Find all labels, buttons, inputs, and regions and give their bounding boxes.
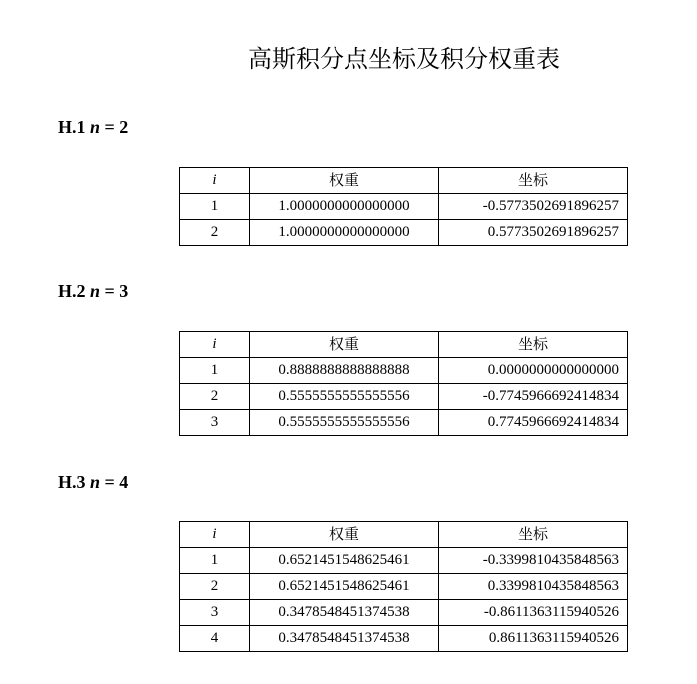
cell-index: 4: [180, 626, 250, 652]
header-coordinate: 坐标: [439, 168, 628, 194]
cell-coordinate: -0.8611363115940526: [439, 600, 628, 626]
table-row: [180, 600, 628, 626]
header-weight: 权重: [250, 332, 439, 358]
table-header-row: [180, 332, 628, 358]
table-row: [180, 358, 628, 384]
section-equals: = 2: [104, 117, 129, 137]
table-header-row: [180, 522, 628, 548]
table-row: [180, 384, 628, 410]
table-row: [180, 574, 628, 600]
cell-index: 1: [180, 194, 250, 220]
cell-weight: 1.0000000000000000: [250, 220, 439, 246]
cell-weight: 0.8888888888888888: [250, 358, 439, 384]
cell-weight: 0.6521451548625461: [250, 548, 439, 574]
gauss-table-n2: [179, 167, 628, 246]
gauss-table-n4: [179, 521, 628, 652]
header-index: i: [180, 522, 250, 548]
cell-index: 2: [180, 384, 250, 410]
cell-weight: 1.0000000000000000: [250, 194, 439, 220]
cell-coordinate: -0.7745966692414834: [439, 384, 628, 410]
cell-weight: 0.6521451548625461: [250, 574, 439, 600]
section-label: H.1: [58, 117, 86, 137]
cell-index: 3: [180, 410, 250, 436]
table-row: [180, 626, 628, 652]
section-variable: n: [90, 472, 101, 492]
header-coordinate: 坐标: [439, 332, 628, 358]
header-weight: 权重: [250, 522, 439, 548]
section-equals: = 4: [104, 472, 129, 492]
gauss-table-n3: [179, 331, 628, 436]
cell-coordinate: 0.3399810435848563: [439, 574, 628, 600]
section-label: H.2: [58, 281, 86, 301]
cell-index: 2: [180, 220, 250, 246]
header-index: i: [180, 168, 250, 194]
section-variable: n: [90, 117, 101, 137]
cell-index: 2: [180, 574, 250, 600]
section-equals: = 3: [104, 281, 129, 301]
cell-coordinate: 0.8611363115940526: [439, 626, 628, 652]
table-row: [180, 548, 628, 574]
cell-weight: 0.5555555555555556: [250, 410, 439, 436]
table-header-row: [180, 168, 628, 194]
section-heading-h1: [58, 116, 128, 138]
cell-weight: 0.5555555555555556: [250, 384, 439, 410]
cell-weight: 0.3478548451374538: [250, 626, 439, 652]
section-label: H.3: [58, 472, 86, 492]
header-coordinate: 坐标: [439, 522, 628, 548]
section-variable: n: [90, 281, 101, 301]
table-row: [180, 410, 628, 436]
cell-coordinate: -0.3399810435848563: [439, 548, 628, 574]
cell-coordinate: 0.5773502691896257: [439, 220, 628, 246]
cell-coordinate: 0.0000000000000000: [439, 358, 628, 384]
cell-index: 1: [180, 548, 250, 574]
cell-index: 3: [180, 600, 250, 626]
page-title: 高斯积分点坐标及积分权重表: [248, 45, 560, 73]
header-weight: 权重: [250, 168, 439, 194]
cell-coordinate: 0.7745966692414834: [439, 410, 628, 436]
cell-index: 1: [180, 358, 250, 384]
section-heading-h2: [58, 280, 128, 302]
section-heading-h3: [58, 471, 128, 493]
table-row: [180, 220, 628, 246]
table-row: [180, 194, 628, 220]
header-index: i: [180, 332, 250, 358]
cell-coordinate: -0.5773502691896257: [439, 194, 628, 220]
cell-weight: 0.3478548451374538: [250, 600, 439, 626]
